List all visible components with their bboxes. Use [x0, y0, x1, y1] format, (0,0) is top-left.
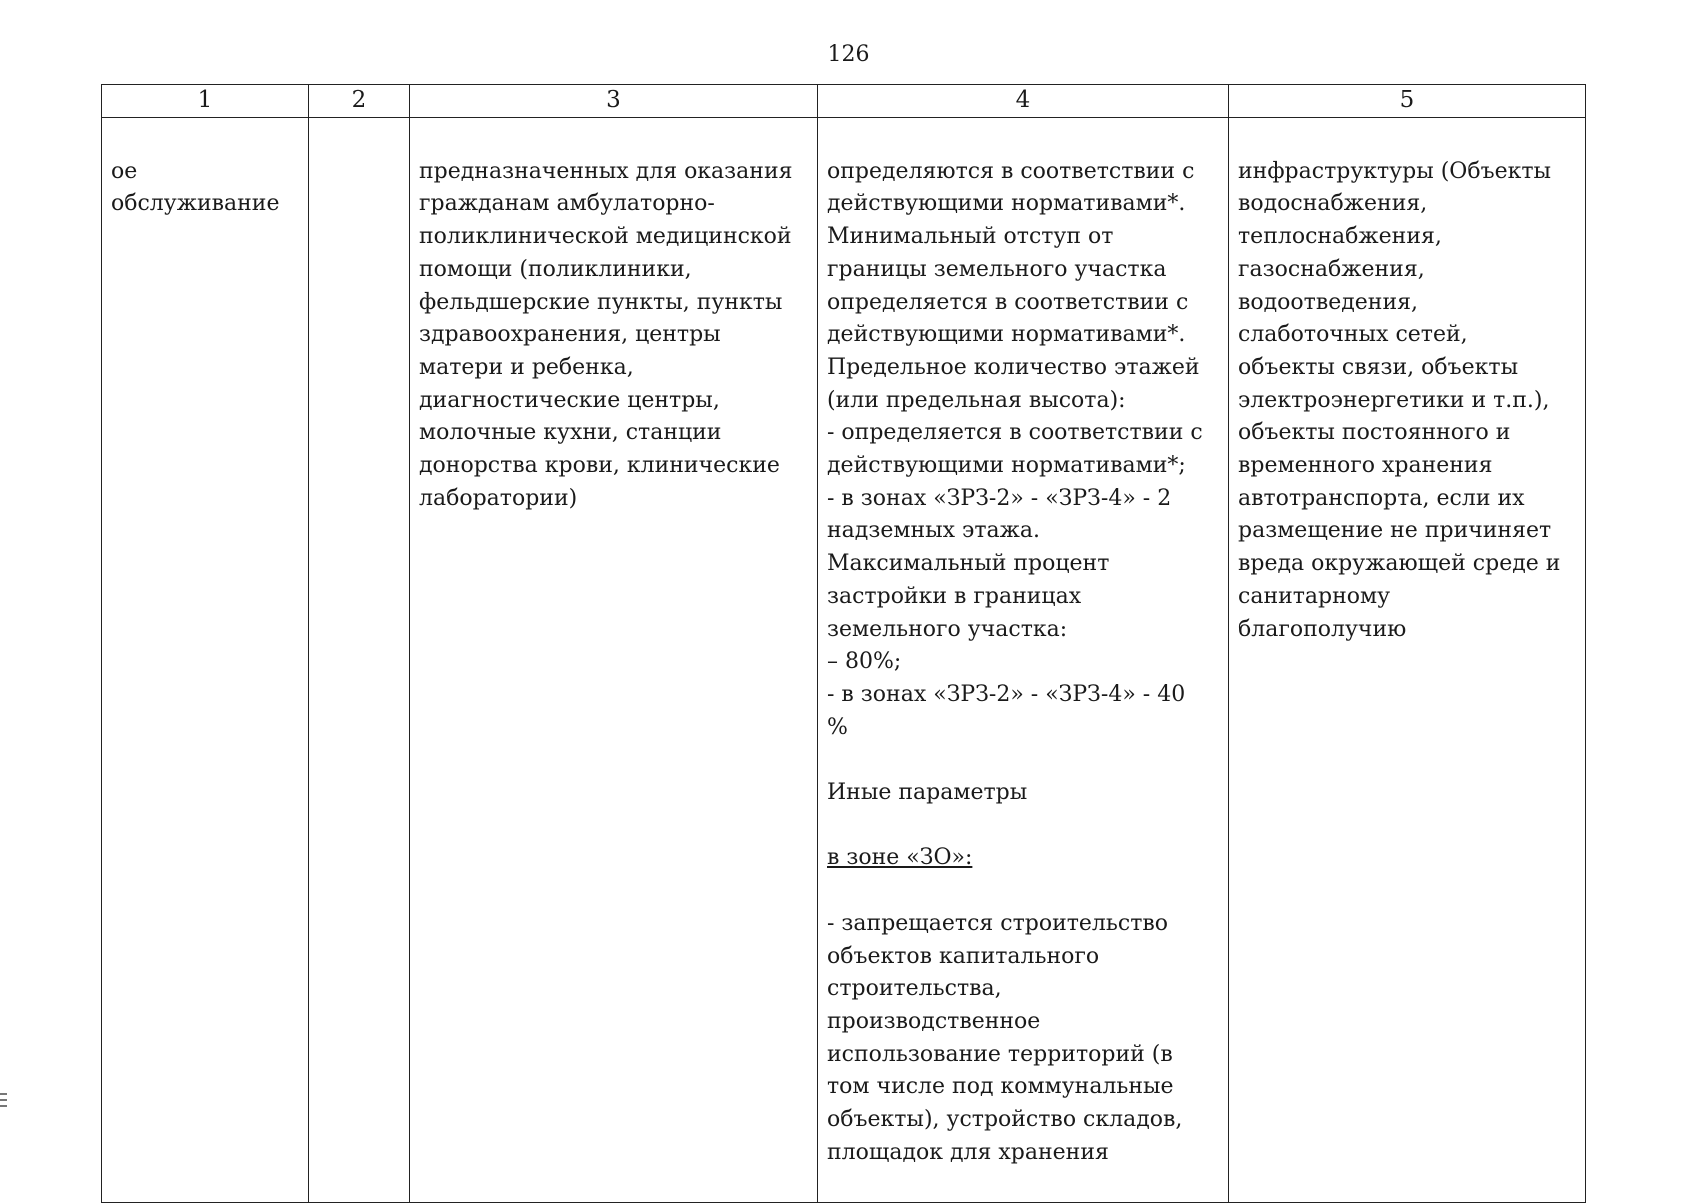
description-text: предназначенных для оказания гражданам амбулаторно- поликлинической медицинской помощи (поликлиники, фельдшерские пункты, пункты здравоохранения, центры матери и ребенка, диагностические центры, молочные кухни, станции донорства крови, клинические лаборатории): [419, 158, 793, 511]
regulations-table: [101, 84, 1586, 1203]
cell-code: [309, 118, 410, 1203]
scan-margin-mark: [0, 1093, 7, 1095]
cell-parameters: [818, 118, 1229, 1203]
auxiliary-uses-text: инфраструктуры (Объекты водоснабжения, теплоснабжения, газоснабжения, водоотведения, слаботочных сетей, объекты связи, объекты электроэнергетики и т.п.), объекты постоянного и временного хранения автотранспорта, если их размещение не причиняет вреда окружающей среде и санитарному благополучию: [1238, 158, 1561, 642]
table-row: [102, 118, 1586, 1203]
column-header-5: 5: [1229, 85, 1586, 118]
use-type-text: ое обслуживание: [111, 158, 280, 217]
cell-auxiliary-uses: [1229, 118, 1586, 1203]
cell-use-type: [102, 118, 309, 1203]
parameters-text: определяются в соответствии с действующими нормативами*. Минимальный отступ от границы земельного участка определяется в соответствии с действующими нормативами*. Предельное количество этажей (или предельная высота): - определяется в соответствии с действующими нормативами*; - в зонах «ЗРЗ-2» - «ЗРЗ-4» - 2 надземных этажа. Максимальный процент застройки в границах земельного участка: – 80%; - в зонах «ЗРЗ-2» - «ЗРЗ-4» - 40 % Иные параметры: [827, 158, 1203, 806]
scan-margin-mark: [0, 1105, 7, 1107]
cell-description: [410, 118, 818, 1203]
column-header-3: 3: [410, 85, 818, 118]
zone-heading: в зоне «ЗО»:: [827, 845, 973, 871]
column-header-4: 4: [818, 85, 1229, 118]
scan-margin-mark: [0, 1099, 7, 1101]
column-header-2: 2: [309, 85, 410, 118]
column-header-1: 1: [102, 85, 309, 118]
page-number: 126: [827, 42, 870, 67]
table-header-row: [102, 85, 1586, 118]
zone-restrictions-text: - запрещается строительство объектов капитального строительства, производственное использование территорий (в том числе под коммунальные объекты), устройство складов, площадок для хранения: [827, 910, 1183, 1165]
